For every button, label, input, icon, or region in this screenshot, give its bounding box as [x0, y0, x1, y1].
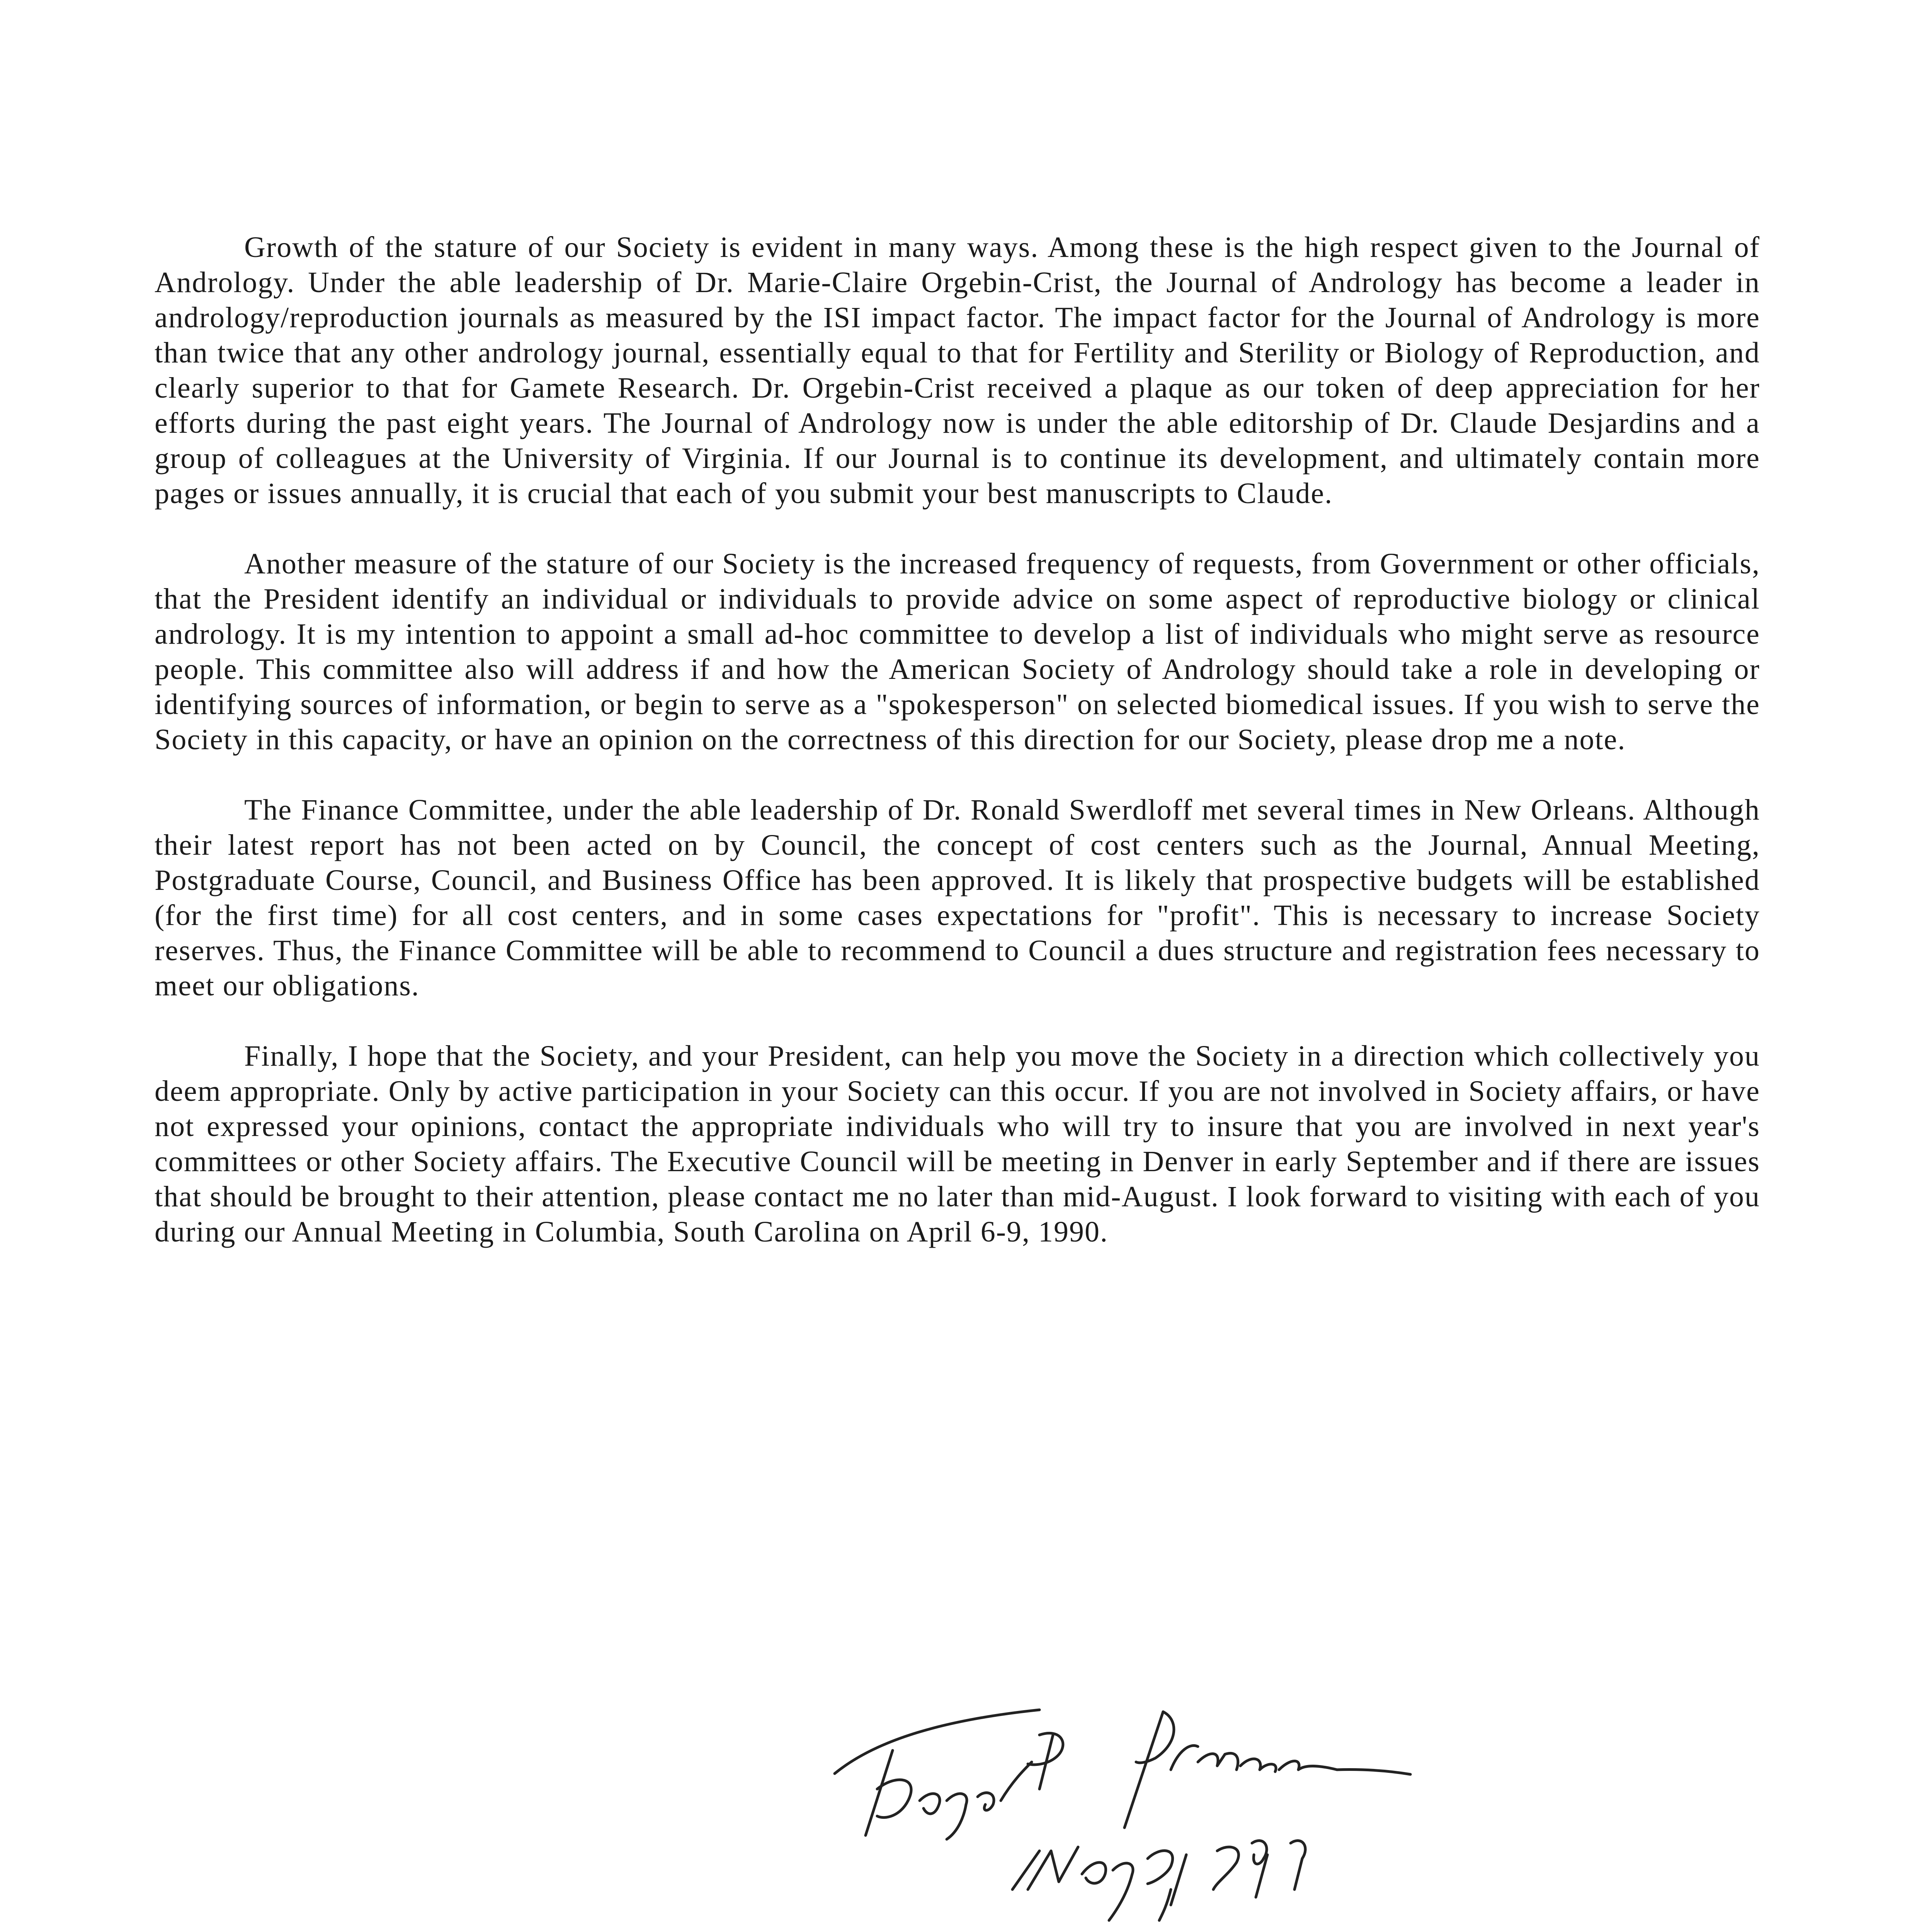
paragraph-journal: Growth of the stature of our Society is evident in many ways. Among these is the high respect given to the Journal of Andrology. Under the able leadership of Dr. Marie-Claire Orgebin-Crist, the Journal of Andrology has become a leader in andrology/reproduction journals as measured by the ISI impact factor. The impact factor for the Journal of Andrology is more than twice that any other andrology journal, essentially equal to that for Fertility and Sterility or Biology of Reproduction, and clearly superior to that for Gamete Research. Dr. Orgebin-Crist received a plaque as our token of deep appreciation for her efforts during the past eight years. The Journal of Andrology now is under the able editorship of Dr. Claude Desjardins and a group of colleagues at the University of Virginia. If our Journal is to continue its development, and ultimately contain more pages or issues annually, it is crucial that each of you submit your best manuscripts to Claude. [155, 231, 1760, 510]
letter-body [155, 230, 1760, 1285]
paragraph-finance-committee: The Finance Committee, under the able leadership of Dr. Ronald Swerdloff met several times in New Orleans. Although their latest report has not been acted on by Council, the concept of cost centers such as the Journal, Annual Meeting, Postgraduate Course, Council, and Business Office has been approved. It is likely that prospective budgets will be established (for the first time) for all cost centers, and in some cases expectations for "profit". This is necessary to increase Society reserves. Thus, the Finance Committee will be able to recommend to Council a dues structure and registration fees necessary to meet our obligations. [155, 794, 1760, 1002]
paragraph-closing: Finally, I hope that the Society, and your President, can help you move the Society in a direction which collectively you deem appropriate. Only by active participation in your Society can this occur. If you are not involved in Society affairs, or have not expressed your opinions, contact the appropriate individuals who will try to insure that you are involved in next year's committees or other Society affairs. The Executive Council will be meeting in Denver in early September and if there are issues that should be brought to their attention, please contact me no later than mid-August. I look forward to visiting with each of you during our Annual Meeting in Columbia, South Carolina on April 6-9, 1990. [155, 1040, 1760, 1248]
paragraph-advisory-committee: Another measure of the stature of our Society is the increased frequency of requests, from Government or other officials, that the President identify an individual or individuals to provide advice on some aspect of reproductive biology or clinical andrology. It is my intention to appoint a small ad-hoc committee to develop a list of individuals who might serve as resource people. This committee also will address if and how the American Society of Andrology should take a role in developing or identifying sources of information, or begin to serve as a "spokesperson" on selected biomedical issues. If you wish to serve the Society in this capacity, or have an opinion on the correctness of this direction for our Society, please drop me a note. [155, 548, 1760, 756]
signature-scribble [831, 1673, 1565, 1932]
handwritten-signature [831, 1673, 1565, 1932]
